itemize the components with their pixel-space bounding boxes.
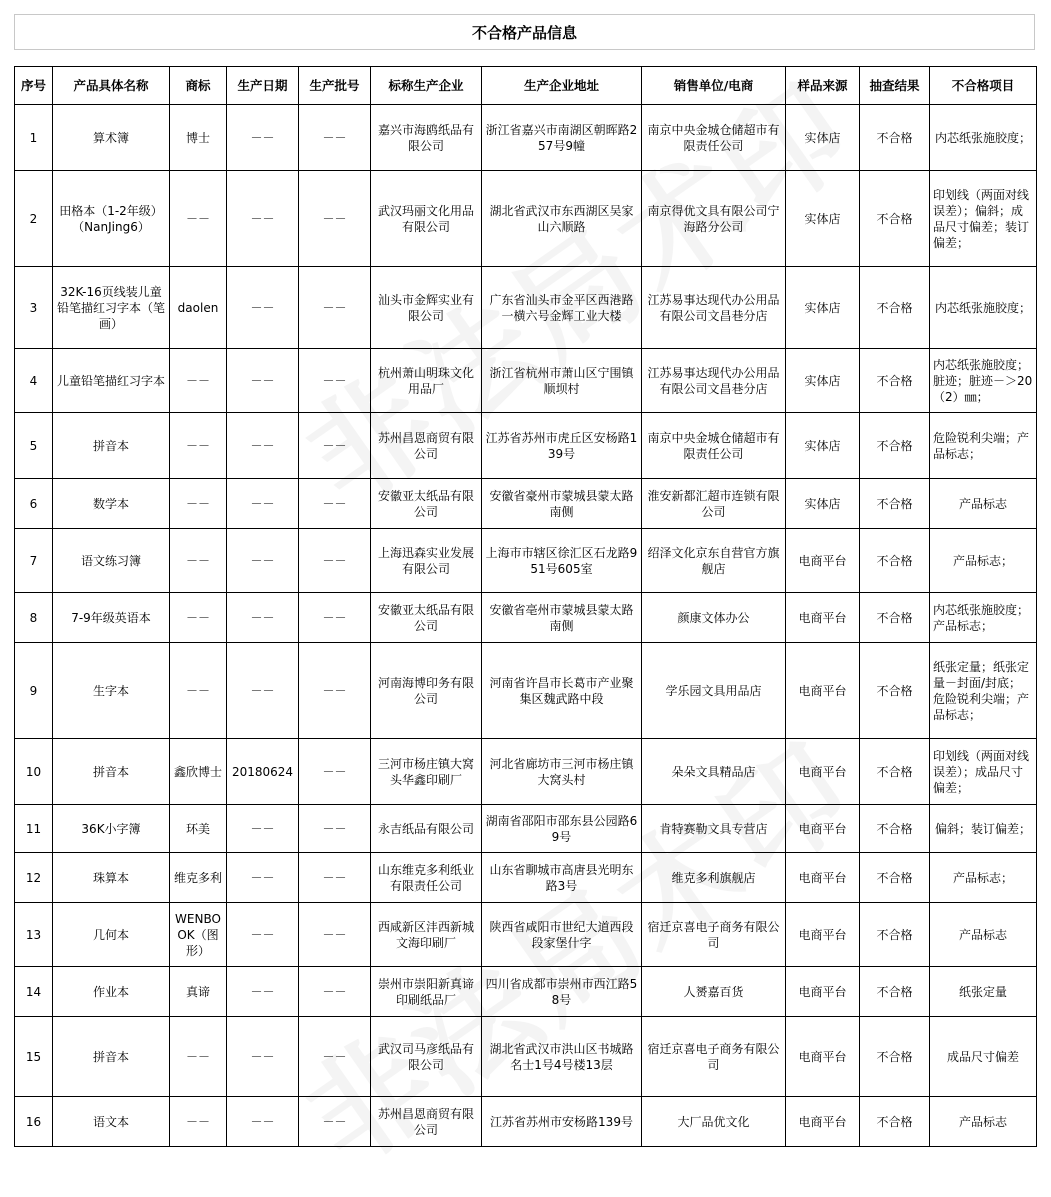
cell-batch-number: －－ [299, 967, 371, 1017]
cell-sample-source: 电商平台 [786, 853, 860, 903]
cell-failed-items: 产品标志 [930, 1097, 1037, 1147]
cell-production-date: －－ [227, 853, 299, 903]
cell-sample-source: 电商平台 [786, 967, 860, 1017]
cell-failed-items: 纸张定量；纸张定量－封面/封底；危险锐利尖端；产品标志； [930, 643, 1037, 739]
cell-manufacturer-address: 河南省许昌市长葛市产业聚集区魏武路中段 [482, 643, 642, 739]
cell-result: 不合格 [860, 903, 930, 967]
cell-seq: 6 [15, 479, 53, 529]
cell-result: 不合格 [860, 593, 930, 643]
cell-sample-source: 实体店 [786, 267, 860, 349]
cell-manufacturer: 安徽亚太纸品有限公司 [371, 593, 482, 643]
cell-product-name: 语文练习簿 [53, 529, 170, 593]
cell-trademark: －－ [170, 413, 227, 479]
column-header-manufacturer: 标称生产企业 [371, 67, 482, 105]
cell-failed-items: 内芯纸张施胶度；产品标志； [930, 593, 1037, 643]
cell-failed-items: 偏斜；装订偏差； [930, 805, 1037, 853]
cell-result: 不合格 [860, 267, 930, 349]
cell-production-date: －－ [227, 413, 299, 479]
cell-sample-source: 电商平台 [786, 1097, 860, 1147]
table-row [15, 853, 1037, 903]
cell-batch-number: －－ [299, 1017, 371, 1097]
cell-batch-number: －－ [299, 903, 371, 967]
column-header-seq: 序号 [15, 67, 53, 105]
cell-result: 不合格 [860, 805, 930, 853]
table-row [15, 1017, 1037, 1097]
cell-product-name: 田格本（1-2年级）（NanJing6） [53, 171, 170, 267]
cell-manufacturer: 三河市杨庄镇大窝头华鑫印刷厂 [371, 739, 482, 805]
cell-manufacturer: 杭州萧山明珠文化用品厂 [371, 349, 482, 413]
cell-failed-items: 产品标志； [930, 853, 1037, 903]
cell-seller: 江苏易事达现代办公用品有限公司文昌巷分店 [642, 267, 786, 349]
cell-failed-items: 危险锐利尖端；产品标志； [930, 413, 1037, 479]
cell-seq: 16 [15, 1097, 53, 1147]
cell-product-name: 语文本 [53, 1097, 170, 1147]
cell-seller: 宿迁京喜电子商务有限公司 [642, 903, 786, 967]
cell-production-date: －－ [227, 479, 299, 529]
cell-result: 不合格 [860, 105, 930, 171]
cell-batch-number: －－ [299, 805, 371, 853]
cell-seller: 绍泽文化京东自营官方旗舰店 [642, 529, 786, 593]
cell-failed-items: 产品标志 [930, 903, 1037, 967]
cell-manufacturer-address: 安徽省亳州市蒙城县蒙太路南侧 [482, 593, 642, 643]
cell-failed-items: 纸张定量 [930, 967, 1037, 1017]
cell-seller: 淮安新都汇超市连锁有限公司 [642, 479, 786, 529]
cell-seq: 5 [15, 413, 53, 479]
cell-manufacturer-address: 安徽省豪州市蒙城县蒙太路南侧 [482, 479, 642, 529]
cell-seller: 南京得优文具有限公司宁海路分公司 [642, 171, 786, 267]
cell-trademark: －－ [170, 1097, 227, 1147]
header-row [15, 67, 1037, 105]
cell-manufacturer-address: 浙江省嘉兴市南湖区朝晖路257号9幢 [482, 105, 642, 171]
cell-trademark: 真谛 [170, 967, 227, 1017]
column-header-result: 抽查结果 [860, 67, 930, 105]
cell-trademark: 鑫欣博士 [170, 739, 227, 805]
cell-manufacturer: 河南海博印务有限公司 [371, 643, 482, 739]
cell-failed-items: 产品标志； [930, 529, 1037, 593]
cell-result: 不合格 [860, 643, 930, 739]
cell-product-name: 36K小字簿 [53, 805, 170, 853]
cell-sample-source: 电商平台 [786, 643, 860, 739]
cell-manufacturer-address: 江苏省苏州市虎丘区安杨路139号 [482, 413, 642, 479]
cell-seq: 13 [15, 903, 53, 967]
cell-production-date: －－ [227, 267, 299, 349]
cell-manufacturer: 西咸新区沣西新城文海印刷厂 [371, 903, 482, 967]
cell-trademark: －－ [170, 171, 227, 267]
cell-seq: 11 [15, 805, 53, 853]
cell-sample-source: 电商平台 [786, 593, 860, 643]
cell-production-date: －－ [227, 529, 299, 593]
cell-batch-number: －－ [299, 479, 371, 529]
cell-sample-source: 实体店 [786, 479, 860, 529]
column-header-product-name: 产品具体名称 [53, 67, 170, 105]
cell-sample-source: 实体店 [786, 105, 860, 171]
cell-manufacturer: 山东维克多利纸业有限责任公司 [371, 853, 482, 903]
cell-sample-source: 实体店 [786, 349, 860, 413]
cell-result: 不合格 [860, 171, 930, 267]
table-row [15, 593, 1037, 643]
column-header-trademark: 商标 [170, 67, 227, 105]
cell-trademark: －－ [170, 593, 227, 643]
cell-trademark: 维克多利 [170, 853, 227, 903]
column-header-production-date: 生产日期 [227, 67, 299, 105]
cell-trademark: 环美 [170, 805, 227, 853]
cell-trademark: －－ [170, 643, 227, 739]
cell-seller: 南京中央金城仓储超市有限责任公司 [642, 413, 786, 479]
cell-manufacturer-address: 陕西省咸阳市世纪大道西段段家堡什字 [482, 903, 642, 967]
cell-sample-source: 实体店 [786, 171, 860, 267]
cell-manufacturer-address: 江苏省苏州市安杨路139号 [482, 1097, 642, 1147]
cell-manufacturer-address: 浙江省杭州市萧山区宁围镇顺坝村 [482, 349, 642, 413]
cell-sample-source: 电商平台 [786, 739, 860, 805]
cell-batch-number: －－ [299, 593, 371, 643]
cell-seller: 宿迁京喜电子商务有限公司 [642, 1017, 786, 1097]
cell-batch-number: －－ [299, 853, 371, 903]
cell-sample-source: 电商平台 [786, 529, 860, 593]
cell-production-date: 20180624 [227, 739, 299, 805]
cell-seq: 15 [15, 1017, 53, 1097]
cell-failed-items: 产品标志 [930, 479, 1037, 529]
table-row [15, 1097, 1037, 1147]
column-header-seller: 销售单位/电商 [642, 67, 786, 105]
cell-product-name: 几何本 [53, 903, 170, 967]
cell-trademark: －－ [170, 479, 227, 529]
cell-seller: 南京中央金城仓储超市有限责任公司 [642, 105, 786, 171]
nonconforming-products-table [14, 66, 1037, 1147]
cell-result: 不合格 [860, 967, 930, 1017]
cell-product-name: 数学本 [53, 479, 170, 529]
cell-product-name: 拼音本 [53, 1017, 170, 1097]
table-row [15, 171, 1037, 267]
cell-result: 不合格 [860, 739, 930, 805]
table-row [15, 903, 1037, 967]
cell-seller: 颜康文体办公 [642, 593, 786, 643]
cell-production-date: －－ [227, 1097, 299, 1147]
table-row [15, 805, 1037, 853]
cell-seller: 人赟嘉百货 [642, 967, 786, 1017]
table-row [15, 529, 1037, 593]
cell-batch-number: －－ [299, 413, 371, 479]
cell-seller: 朵朵文具精品店 [642, 739, 786, 805]
column-header-batch-number: 生产批号 [299, 67, 371, 105]
cell-result: 不合格 [860, 1017, 930, 1097]
column-header-sample-source: 样品来源 [786, 67, 860, 105]
cell-seq: 12 [15, 853, 53, 903]
cell-production-date: －－ [227, 349, 299, 413]
cell-seq: 9 [15, 643, 53, 739]
cell-seller: 大厂品优文化 [642, 1097, 786, 1147]
cell-result: 不合格 [860, 413, 930, 479]
cell-product-name: 32K-16页线装儿童铅笔描红习字本（笔画） [53, 267, 170, 349]
cell-result: 不合格 [860, 1097, 930, 1147]
table-row [15, 105, 1037, 171]
cell-seller: 江苏易事达现代办公用品有限公司文昌巷分店 [642, 349, 786, 413]
column-header-failed-items: 不合格项目 [930, 67, 1037, 105]
cell-seq: 8 [15, 593, 53, 643]
cell-manufacturer: 武汉玛丽文化用品有限公司 [371, 171, 482, 267]
cell-seq: 4 [15, 349, 53, 413]
table-row [15, 413, 1037, 479]
table-row [15, 479, 1037, 529]
cell-seq: 1 [15, 105, 53, 171]
cell-batch-number: －－ [299, 267, 371, 349]
cell-trademark: WENBOOK（图形） [170, 903, 227, 967]
cell-manufacturer: 上海迅森实业发展有限公司 [371, 529, 482, 593]
cell-failed-items: 内芯纸张施胶度； [930, 267, 1037, 349]
cell-trademark: daolen [170, 267, 227, 349]
cell-seller: 维克多利旗舰店 [642, 853, 786, 903]
cell-production-date: －－ [227, 903, 299, 967]
cell-product-name: 拼音本 [53, 413, 170, 479]
cell-manufacturer: 苏州昌恩商贸有限公司 [371, 413, 482, 479]
cell-failed-items: 印划线（两面对线误差）；成品尺寸偏差； [930, 739, 1037, 805]
column-header-manufacturer-address: 生产企业地址 [482, 67, 642, 105]
cell-production-date: －－ [227, 171, 299, 267]
cell-sample-source: 电商平台 [786, 903, 860, 967]
cell-failed-items: 内芯纸张施胶度；脏迹；脏迹－＞20（2）㎜； [930, 349, 1037, 413]
cell-manufacturer: 武汉司马彦纸品有限公司 [371, 1017, 482, 1097]
cell-manufacturer-address: 湖北省武汉市洪山区书城路名士1号4号楼13层 [482, 1017, 642, 1097]
cell-batch-number: －－ [299, 105, 371, 171]
cell-manufacturer-address: 河北省廊坊市三河市杨庄镇大窝头村 [482, 739, 642, 805]
cell-manufacturer-address: 湖北省武汉市东西湖区吴家山六顺路 [482, 171, 642, 267]
cell-batch-number: －－ [299, 171, 371, 267]
cell-product-name: 生字本 [53, 643, 170, 739]
cell-sample-source: 电商平台 [786, 805, 860, 853]
cell-production-date: －－ [227, 1017, 299, 1097]
table-title: 不合格产品信息 [14, 14, 1035, 50]
cell-trademark: 博士 [170, 105, 227, 171]
cell-manufacturer-address: 湖南省邵阳市邵东县公园路69号 [482, 805, 642, 853]
cell-trademark: －－ [170, 1017, 227, 1097]
cell-failed-items: 内芯纸张施胶度； [930, 105, 1037, 171]
cell-batch-number: －－ [299, 1097, 371, 1147]
cell-seq: 3 [15, 267, 53, 349]
table-row [15, 349, 1037, 413]
cell-result: 不合格 [860, 529, 930, 593]
cell-seller: 学乐园文具用品店 [642, 643, 786, 739]
cell-failed-items: 印划线（两面对线误差）；偏斜；成品尺寸偏差；装订偏差； [930, 171, 1037, 267]
cell-manufacturer-address: 广东省汕头市金平区西港路一横六号金辉工业大楼 [482, 267, 642, 349]
cell-manufacturer: 嘉兴市海鸥纸品有限公司 [371, 105, 482, 171]
cell-product-name: 儿童铅笔描红习字本 [53, 349, 170, 413]
cell-seq: 7 [15, 529, 53, 593]
cell-result: 不合格 [860, 349, 930, 413]
cell-product-name: 7-9年级英语本 [53, 593, 170, 643]
cell-production-date: －－ [227, 805, 299, 853]
cell-sample-source: 电商平台 [786, 1017, 860, 1097]
cell-product-name: 算术簿 [53, 105, 170, 171]
cell-production-date: －－ [227, 967, 299, 1017]
table-row [15, 267, 1037, 349]
cell-product-name: 珠算本 [53, 853, 170, 903]
cell-manufacturer: 苏州昌恩商贸有限公司 [371, 1097, 482, 1147]
cell-product-name: 拼音本 [53, 739, 170, 805]
cell-production-date: －－ [227, 643, 299, 739]
cell-batch-number: －－ [299, 643, 371, 739]
cell-failed-items: 成品尺寸偏差 [930, 1017, 1037, 1097]
cell-manufacturer-address: 上海市市辖区徐汇区石龙路951号605室 [482, 529, 642, 593]
cell-manufacturer: 汕头市金辉实业有限公司 [371, 267, 482, 349]
cell-batch-number: －－ [299, 349, 371, 413]
table-row [15, 967, 1037, 1017]
cell-manufacturer: 永吉纸品有限公司 [371, 805, 482, 853]
cell-manufacturer: 安徽亚太纸品有限公司 [371, 479, 482, 529]
cell-manufacturer-address: 四川省成都市崇州市西江路58号 [482, 967, 642, 1017]
cell-production-date: －－ [227, 105, 299, 171]
cell-manufacturer: 崇州市崇阳新真谛印刷纸品厂 [371, 967, 482, 1017]
cell-batch-number: －－ [299, 529, 371, 593]
cell-seller: 肯特赛勒文具专营店 [642, 805, 786, 853]
cell-sample-source: 实体店 [786, 413, 860, 479]
table-row [15, 643, 1037, 739]
cell-result: 不合格 [860, 479, 930, 529]
cell-manufacturer-address: 山东省聊城市高唐县光明东路3号 [482, 853, 642, 903]
cell-trademark: －－ [170, 529, 227, 593]
cell-production-date: －－ [227, 593, 299, 643]
cell-product-name: 作业本 [53, 967, 170, 1017]
cell-trademark: －－ [170, 349, 227, 413]
cell-result: 不合格 [860, 853, 930, 903]
table-row [15, 739, 1037, 805]
cell-seq: 14 [15, 967, 53, 1017]
cell-batch-number: －－ [299, 739, 371, 805]
cell-seq: 2 [15, 171, 53, 267]
cell-seq: 10 [15, 739, 53, 805]
